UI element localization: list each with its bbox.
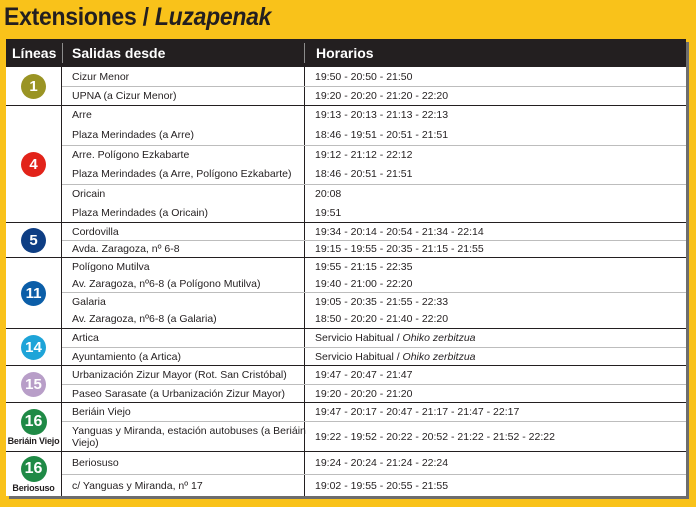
departure-from: Artica bbox=[72, 332, 99, 344]
header-lineas: Líneas bbox=[12, 45, 57, 61]
line-cell bbox=[6, 329, 62, 365]
table-row bbox=[62, 384, 686, 402]
line-group-4 bbox=[6, 106, 686, 223]
departure-times: 19:13 - 20:13 - 21:13 - 22:13 bbox=[304, 106, 686, 124]
line-cell bbox=[6, 106, 62, 222]
departure-from: Av. Zaragoza, nº6-8 (a Polígono Mutilva) bbox=[72, 277, 261, 290]
line-group-16-beriain bbox=[6, 403, 686, 452]
departure-from: Plaza Merindades (a Arre) bbox=[72, 128, 194, 141]
departure-times: 19:47 - 20:47 - 21:47 bbox=[304, 366, 686, 384]
line-group-11 bbox=[6, 258, 686, 329]
departure-times: 19:20 - 20:20 - 21:20 bbox=[304, 385, 686, 402]
table-header bbox=[6, 39, 686, 67]
departure-from: Arre. Polígono Ezkabarte bbox=[72, 149, 190, 161]
line-badge-16: 16 bbox=[21, 456, 47, 482]
departure-from: Plaza Merindades (a Oricain) bbox=[72, 206, 208, 219]
departure-from: Galaria bbox=[72, 295, 106, 308]
table-row bbox=[62, 258, 686, 275]
departure-times: 19:47 - 20:17 - 20:47 - 21:17 - 21:47 - 22:17 bbox=[304, 403, 686, 421]
departure-from: Av. Zaragoza, nº6-8 (a Galaria) bbox=[72, 313, 217, 325]
table-row bbox=[62, 421, 686, 451]
table-row bbox=[62, 347, 686, 365]
departure-times: 20:08 bbox=[304, 185, 686, 203]
table-row bbox=[62, 124, 686, 145]
departure-times: 19:05 - 20:35 - 21:55 - 22:33 bbox=[304, 293, 686, 310]
table-row bbox=[62, 310, 686, 328]
page-title bbox=[4, 3, 271, 32]
title-es: Extensiones / bbox=[4, 3, 149, 31]
line-group-5 bbox=[6, 223, 686, 258]
header-divider bbox=[304, 43, 305, 63]
line-badge-4: 4 bbox=[21, 152, 46, 177]
table-row bbox=[62, 223, 686, 240]
departure-from: Arre bbox=[72, 109, 92, 121]
line-badge-5: 5 bbox=[21, 228, 46, 253]
line-badge-14: 14 bbox=[21, 335, 46, 360]
departure-from: Oricain bbox=[72, 188, 106, 200]
line-cell bbox=[6, 67, 62, 105]
departure-from: Polígono Mutilva bbox=[72, 260, 150, 273]
departure-times: 18:50 - 20:20 - 21:40 - 22:20 bbox=[304, 310, 686, 328]
departure-times: 19:51 bbox=[304, 203, 686, 222]
line-group-14 bbox=[6, 329, 686, 366]
line-sublabel: Beriosuso bbox=[12, 482, 55, 493]
header-salidas: Salidas desde bbox=[72, 45, 166, 61]
line-cell bbox=[6, 366, 62, 402]
line-badge-11: 11 bbox=[21, 281, 46, 306]
departure-times: 19:20 - 20:20 - 21:20 - 22:20 bbox=[304, 87, 686, 105]
line-group-1 bbox=[6, 67, 686, 106]
departure-from: UPNA (a Cizur Menor) bbox=[72, 90, 177, 102]
departure-from: Cordovilla bbox=[72, 225, 119, 238]
table-row bbox=[62, 184, 686, 203]
departure-from: Avda. Zaragoza, nº 6-8 bbox=[72, 243, 180, 255]
departure-from: Beriáin Viejo bbox=[72, 406, 131, 418]
line-badge-15: 15 bbox=[21, 372, 46, 397]
table-row bbox=[62, 403, 686, 421]
line-group-15 bbox=[6, 366, 686, 403]
table-row bbox=[62, 366, 686, 384]
departure-times: 19:15 - 19:55 - 20:35 - 21:15 - 21:55 bbox=[304, 241, 686, 257]
table-row bbox=[62, 67, 686, 86]
line-cell bbox=[6, 258, 62, 328]
departure-times: 19:02 - 19:55 - 20:55 - 21:55 bbox=[304, 475, 686, 496]
line-cell bbox=[6, 223, 62, 257]
table-row bbox=[62, 452, 686, 474]
line-cell bbox=[6, 452, 62, 496]
departure-times: 18:46 - 19:51 - 20:51 - 21:51 bbox=[304, 124, 686, 145]
table-row bbox=[62, 145, 686, 164]
line-group-16-beriosuso bbox=[6, 452, 686, 496]
departure-from: Plaza Merindades (a Arre, Polígono Ezkabarte) bbox=[72, 168, 292, 180]
departure-times: 19:24 - 20:24 - 21:24 - 22:24 bbox=[304, 452, 686, 474]
departure-from: Cizur Menor bbox=[72, 70, 130, 83]
departure-times: 19:34 - 20:14 - 20:54 - 21:34 - 22:14 bbox=[304, 223, 686, 240]
departure-times bbox=[304, 348, 686, 365]
service-eu: Ohiko zerbitzua bbox=[402, 350, 476, 363]
table-row bbox=[62, 275, 686, 292]
line-cell bbox=[6, 403, 62, 451]
table-row bbox=[62, 86, 686, 105]
table-row bbox=[62, 164, 686, 184]
departure-from: Ayuntamiento (a Artica) bbox=[72, 350, 181, 363]
departure-from: Urbanización Zizur Mayor (Rot. San Cristóbal) bbox=[72, 369, 287, 381]
table-row bbox=[62, 240, 686, 257]
departure-from: Yanguas y Miranda, estación autobuses (a Beriáin Viejo) bbox=[72, 424, 306, 449]
line-badge-16: 16 bbox=[21, 409, 47, 435]
departure-from: Paseo Sarasate (a Urbanización Zizur Mayor) bbox=[72, 387, 286, 400]
header-divider bbox=[62, 43, 63, 63]
table-row bbox=[62, 203, 686, 222]
line-sublabel: Beriáin Viejo bbox=[7, 435, 60, 446]
service-eu: Ohiko zerbitzua bbox=[402, 332, 476, 344]
departure-times: 19:50 - 20:50 - 21:50 bbox=[304, 67, 686, 86]
table-row bbox=[62, 329, 686, 347]
service-es: Servicio Habitual / bbox=[315, 350, 400, 363]
header-horarios: Horarios bbox=[316, 45, 374, 61]
line-badge-1: 1 bbox=[21, 74, 46, 99]
table-row bbox=[62, 292, 686, 310]
service-es: Servicio Habitual / bbox=[315, 332, 400, 344]
table-row bbox=[62, 106, 686, 124]
departure-times: 19:22 - 19:52 - 20:22 - 20:52 - 21:22 - 21:52 - 22:22 bbox=[304, 422, 686, 451]
departure-times: 19:40 - 21:00 - 22:20 bbox=[304, 275, 686, 292]
departure-from: c/ Yanguas y Miranda, nº 17 bbox=[72, 479, 203, 492]
schedule-table bbox=[6, 39, 686, 496]
departure-times: 19:12 - 21:12 - 22:12 bbox=[304, 146, 686, 164]
title-eu: Luzapenak bbox=[154, 3, 272, 31]
table-row bbox=[62, 474, 686, 496]
departure-times bbox=[304, 329, 686, 347]
departure-times: 18:46 - 20:51 - 21:51 bbox=[304, 164, 686, 184]
departure-from: Beriosuso bbox=[72, 457, 119, 469]
departure-times: 19:55 - 21:15 - 22:35 bbox=[304, 258, 686, 275]
